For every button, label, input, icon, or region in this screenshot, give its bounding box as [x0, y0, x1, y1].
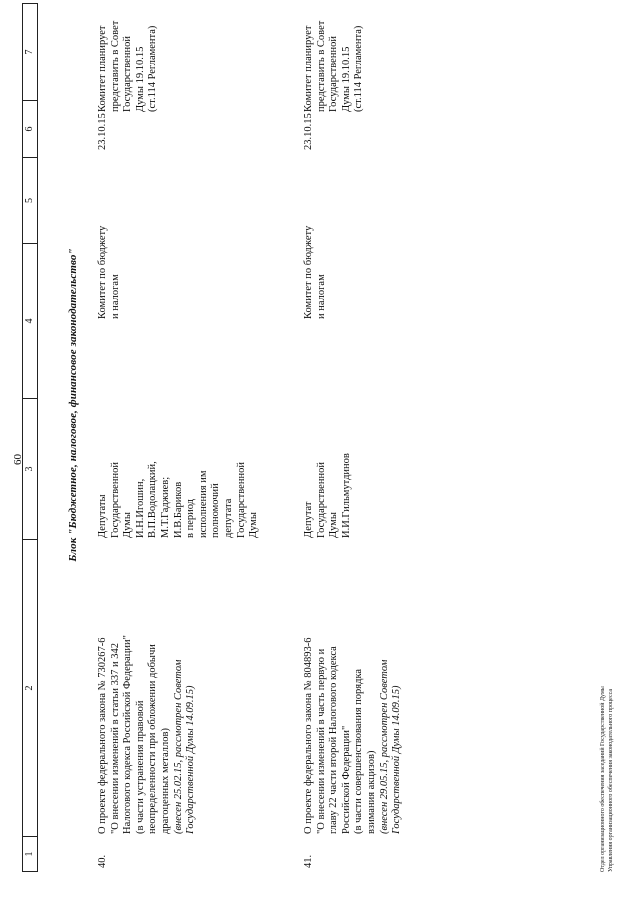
author-line: Государственной	[109, 462, 121, 538]
bill-title-line: О проекте федерального закона № 730267-6	[97, 637, 108, 834]
bill-note-line: (внесен 29.05.15, рассмотрен Советом	[378, 659, 390, 834]
committee	[97, 179, 122, 319]
bill-title-line: О проекте федерального закона № 804893-6	[303, 637, 314, 834]
author-line: депутата	[222, 498, 234, 538]
bill-title-line: Налогового кодекса Российской Федерации"	[122, 635, 134, 834]
date: 23.10.15	[303, 113, 314, 150]
remark-line: Комитет планирует	[97, 25, 108, 112]
committee-line: Комитет по бюджету	[303, 225, 314, 319]
author-line: И.И.Гильмутдинов	[340, 453, 352, 538]
remark-line: Думы 19.10.15	[340, 46, 352, 112]
bill-authors	[303, 444, 353, 538]
remark-line: (ст.114 Регламента)	[147, 25, 159, 112]
remark-line: Думы 19.10.15	[134, 46, 146, 112]
column-header-7: 7	[23, 4, 37, 101]
author-line: Думы	[328, 512, 340, 538]
author-line: И.Н.Игошин,	[134, 478, 146, 538]
committee-line: и налогам	[315, 274, 327, 319]
remark-line: представить в Совет	[315, 20, 327, 112]
block-title: Блок "Бюджетное, налоговое, финансовое законодательство"	[67, 248, 79, 562]
remark-line: представить в Совет	[109, 20, 121, 112]
author-line: Депутат	[303, 501, 314, 538]
remark-line: Комитет планирует	[303, 25, 314, 112]
remark-line: Государственной	[122, 36, 134, 112]
author-line: И.В.Бариков	[172, 481, 184, 538]
bill-title	[303, 560, 404, 834]
column-header-1: 1	[24, 851, 35, 857]
remark-line: Государственной	[328, 36, 340, 112]
bill-title-line: "О внесении изменений в статьи 337 и 342	[109, 643, 121, 834]
author-line: исполнения им	[197, 470, 209, 538]
footer-line: Управления организационного обеспечения законодательного процесса	[607, 688, 614, 872]
bill-note-line: Государственной Думы 14.09.15)	[391, 685, 403, 834]
committee-line: и налогам	[109, 274, 121, 319]
remark-line: (ст.114 Регламента)	[353, 25, 365, 112]
author-line: Думы	[248, 512, 260, 538]
author-line: Думы	[122, 512, 134, 538]
bill-title-line: главу 22 части второй Налогового кодекса	[328, 646, 340, 834]
column-header-3: 3	[23, 399, 37, 540]
bill-title-line: (в части совершенствования порядка	[353, 668, 365, 834]
author-line: М.Т.Гаджиев;	[159, 476, 171, 538]
author-line: Депутаты	[97, 494, 108, 538]
entry-number: 40.	[97, 854, 108, 868]
column-header-4: 4	[23, 244, 37, 399]
remark	[303, 7, 366, 112]
footer	[600, 372, 615, 872]
bill-authors	[97, 444, 261, 538]
bill-title	[97, 560, 198, 834]
column-header-row	[22, 3, 38, 872]
remark	[97, 7, 160, 112]
bill-note-line: (внесен 25.02.15, рассмотрен Советом	[172, 659, 184, 834]
author-line: в период	[185, 498, 197, 538]
bill-note-line: Государственной Думы 14.09.15)	[185, 685, 197, 834]
entry-number: 41.	[303, 854, 314, 868]
bill-title-line: драгоценных металлов)	[159, 728, 171, 834]
author-line: Государственной	[235, 462, 247, 538]
author-line: полномочий	[210, 483, 222, 538]
author-line: В.П.Водолацкий,	[147, 461, 159, 538]
bill-title-line: взимания акцизов)	[365, 750, 377, 834]
column-header-5: 5	[23, 158, 37, 244]
column-header-2: 2	[23, 540, 37, 837]
bill-title-line: неопределенности при обложении добычи	[147, 644, 159, 834]
page-number: 60	[12, 454, 24, 465]
bill-title-line: "О внесении изменений в часть первую и	[315, 648, 327, 834]
committee	[303, 179, 328, 319]
column-header-6: 6	[23, 101, 37, 158]
date: 23.10.15	[97, 113, 108, 150]
bill-title-line: Российской Федерации"	[340, 725, 352, 834]
author-line: Государственной	[315, 462, 327, 538]
bill-title-line: (в части устранения правовой	[134, 700, 146, 834]
committee-line: Комитет по бюджету	[97, 225, 108, 319]
footer-line: Отдел организационного обеспечения заседаний Государственной Думы	[600, 686, 606, 872]
